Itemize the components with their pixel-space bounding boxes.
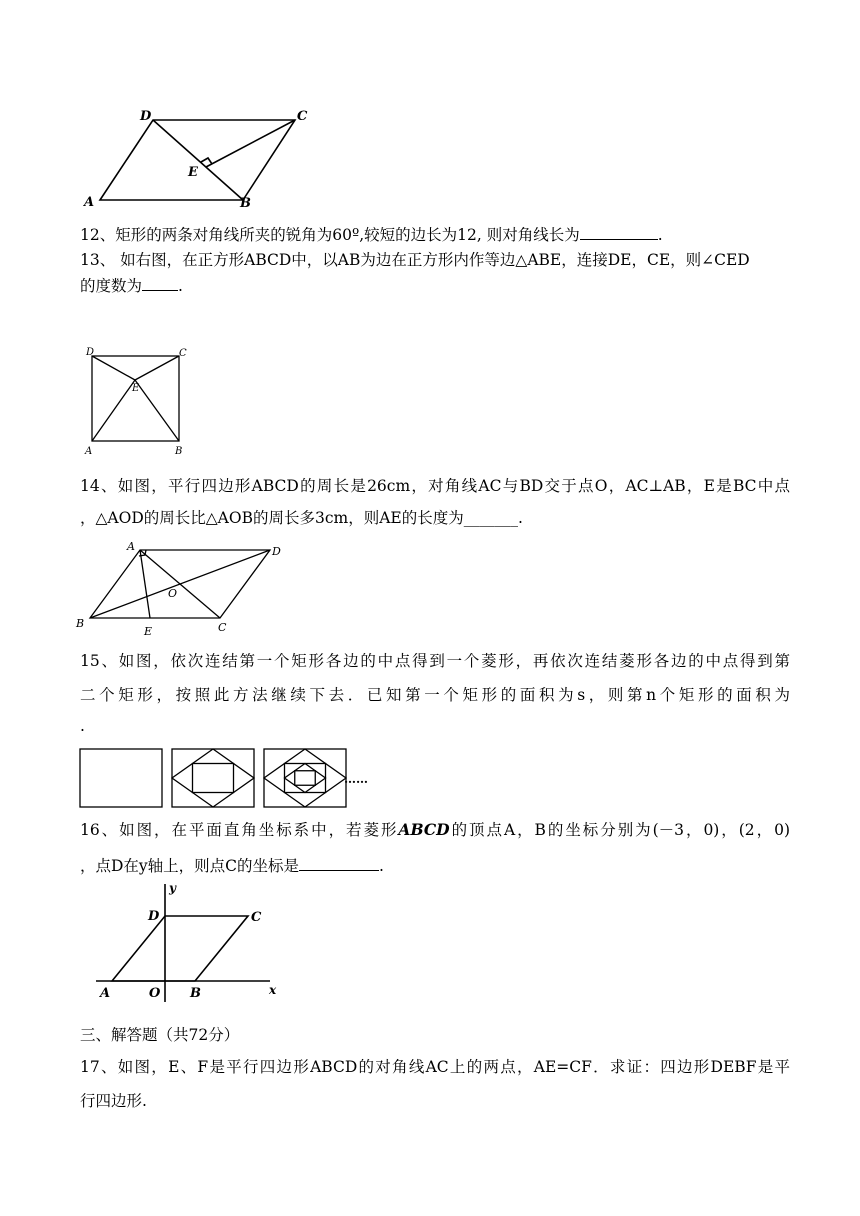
- label-D: D: [86, 347, 95, 358]
- figure-q16: [92, 880, 292, 1005]
- label-O: O: [168, 587, 178, 600]
- question-17-line2: 行四边形.: [80, 1092, 147, 1110]
- label-C: C: [251, 910, 262, 925]
- label-A: A: [100, 986, 111, 1001]
- label-B: B: [76, 617, 85, 630]
- section-title-3: 三、解答题（共72分）: [80, 1026, 240, 1044]
- label-A: A: [85, 446, 93, 457]
- answer-blank-12: [580, 224, 658, 240]
- figure-q13: [82, 344, 192, 459]
- question-15-line2: 二个矩形，按照此方法继续下去．已知第一个矩形的面积为s，则第n个矩形的面积为: [80, 686, 790, 704]
- label-C: C: [179, 348, 187, 359]
- continuation-dots: ……: [344, 772, 368, 786]
- label-E: E: [144, 625, 153, 638]
- label-C: C: [218, 621, 227, 634]
- label-A: A: [127, 540, 135, 553]
- figure-q14: [74, 538, 294, 638]
- figure-q11: [80, 108, 330, 211]
- question-13-line2: 的度数为 .: [80, 277, 183, 295]
- label-B: B: [175, 446, 183, 457]
- label-D: D: [148, 909, 160, 924]
- figure-q15: [78, 746, 368, 812]
- label-E: E: [132, 383, 140, 394]
- label-C: C: [297, 109, 308, 124]
- answer-blank-16: [299, 855, 379, 871]
- question-15-line3: .: [80, 717, 85, 735]
- question-12: 12、矩形的两条对角线所夹的锐角为60º,较短的边长为12, 则对角线长为 .: [80, 226, 663, 244]
- label-D: D: [272, 545, 281, 558]
- question-14-line1: 14、如图，平行四边形ABCD的周长是26cm，对角线AC与BD交于点O，AC⊥AB，E是BC中点: [80, 477, 790, 495]
- label-B: B: [190, 986, 201, 1001]
- label-E: E: [188, 165, 198, 180]
- label-B: B: [240, 196, 251, 211]
- question-14-line2: ，△AOD的周长比△AOB的周长多3cm，则AE的长度为_______.: [80, 509, 523, 527]
- question-17-line1: 17、如图，E、F是平行四边形ABCD的对角线AC上的两点，AE=CF．求证：四边形DEBF是平: [80, 1058, 790, 1076]
- question-16-line1: 16、如图，在平面直角坐标系中，若菱形ABCD的顶点A，B的坐标分别为(－3，0)，(2，0): [80, 820, 790, 839]
- question-15-line1: 15、如图，依次连结第一个矩形各边的中点得到一个菱形，再依次连结菱形各边的中点得到第: [80, 652, 790, 670]
- answer-blank-13: [142, 275, 178, 291]
- label-A: A: [84, 195, 95, 210]
- label-O: O: [149, 986, 161, 1001]
- question-16-line2: ，点D在y轴上，则点C的坐标是 .: [80, 857, 384, 875]
- label-y: y: [169, 881, 176, 895]
- label-x: x: [269, 983, 277, 997]
- question-13-line1: 13、 如右图，在正方形ABCD中，以AB为边在正方形内作等边△ABE，连接DE，CE，则∠CED: [80, 251, 750, 269]
- label-D: D: [140, 109, 152, 124]
